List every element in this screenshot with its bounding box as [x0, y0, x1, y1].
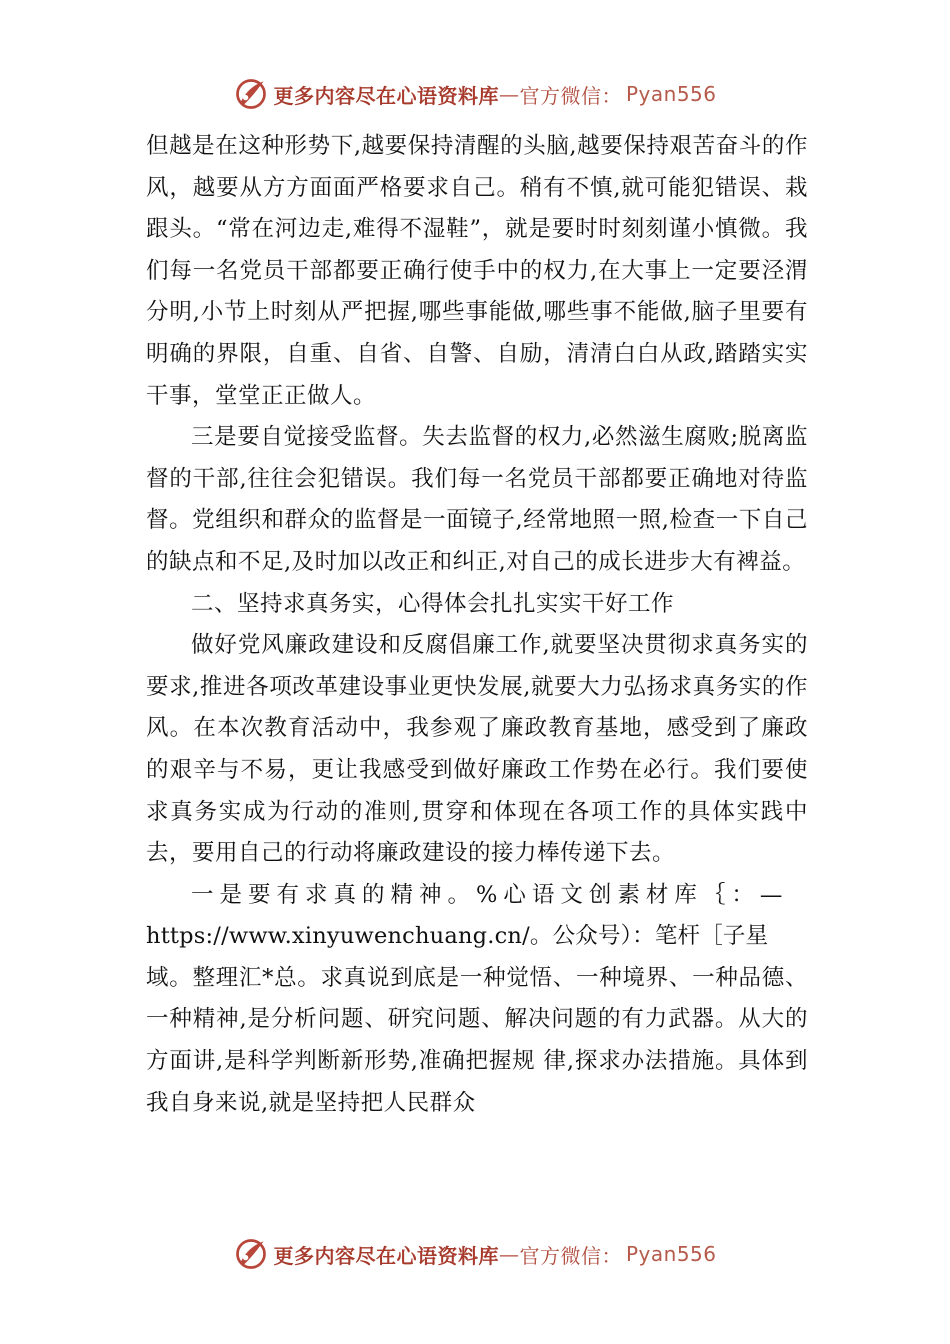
footer-main-text: 更多内容尽在心语资料库 — [273, 1243, 499, 1268]
header-main-text: 更多内容尽在心语资料库 — [273, 83, 499, 108]
brush-logo-icon — [233, 76, 269, 112]
paragraph-4 — [146, 875, 808, 917]
paragraph-3: 做好党风廉政建设和反腐倡廉工作,就要坚决贯彻求真务实的要求,推进各项改革建设事业更快发展,就要大力弘扬求真务实的作风。在本次教育活动中，我参观了廉政教育基地，感受到了廉政的艰辛与不易，更让我感受到做好廉政工作势在必行。我们要使求真务实成为行动的准则,贯穿和体现在各项工作的具体实践中去，要用自己的行动将廉政建设的接力棒传递下去。 — [146, 632, 808, 867]
paragraph-4-line-2: https://www.xinyuwenchuang.cn/。公众号）：笔杆［子星 — [146, 923, 769, 950]
footer-separator: — — [498, 1242, 520, 1266]
document-body — [146, 126, 808, 1124]
footer-wechat-id: Pyan556 — [625, 1242, 717, 1266]
paragraph-2: 三是要自觉接受监督。失去监督的权力,必然滋生腐败;脱离监督的干部,往往会犯错误。我们每一名党员干部都要正确地对待监督。党组织和群众的监督是一面镜子,经常地照一照,检查一下自己的缺点和不足,及时加以改正和纠正,对自己的成长进步大有裨益。 — [146, 424, 808, 575]
paragraph-4-line-1: 一是要有求真的精神。%心语文创素材库｛：— — [191, 881, 789, 908]
header-sub-text: 官方微信： — [519, 83, 622, 108]
paragraph-4-rest: 域。整理汇*总。求真说到底是一种觉悟、一种境界、一种品德、一种精神,是分析问题、研究问题、解决问题的有力武器。从大的方面讲,是科学判断新形势,准确把握规 律,探求办法措施。具体到我自身来说,就是坚持把人民群众 — [146, 964, 808, 1116]
header-separator: — — [498, 82, 520, 106]
header-banner — [0, 74, 950, 114]
paragraph-1: 但越是在这种形势下,越要保持清醒的头脑,越要保持艰苦奋斗的作风，越要从方方面面严格要求自己。稍有不慎,就可能犯错误、栽跟头。“常在河边走,难得不湿鞋”，就是要时时刻刻谨小慎微。我们每一名党员干部都要正确行使手中的权力,在大事上一定要泾渭分明,小节上时刻从严把握,哪些事能做,哪些事不能做,脑子里要有明确的界限，自重、自省、自警、自励，清清白白从政,踏踏实实干事，堂堂正正做人。 — [146, 133, 808, 409]
header-wechat-id: Pyan556 — [625, 82, 717, 106]
section-heading: 二、坚持求真务实，心得体会扎扎实实干好工作 — [191, 590, 675, 617]
footer-banner — [0, 1234, 950, 1274]
footer-sub-text: 官方微信： — [519, 1243, 622, 1268]
brush-logo-icon — [233, 1236, 269, 1272]
